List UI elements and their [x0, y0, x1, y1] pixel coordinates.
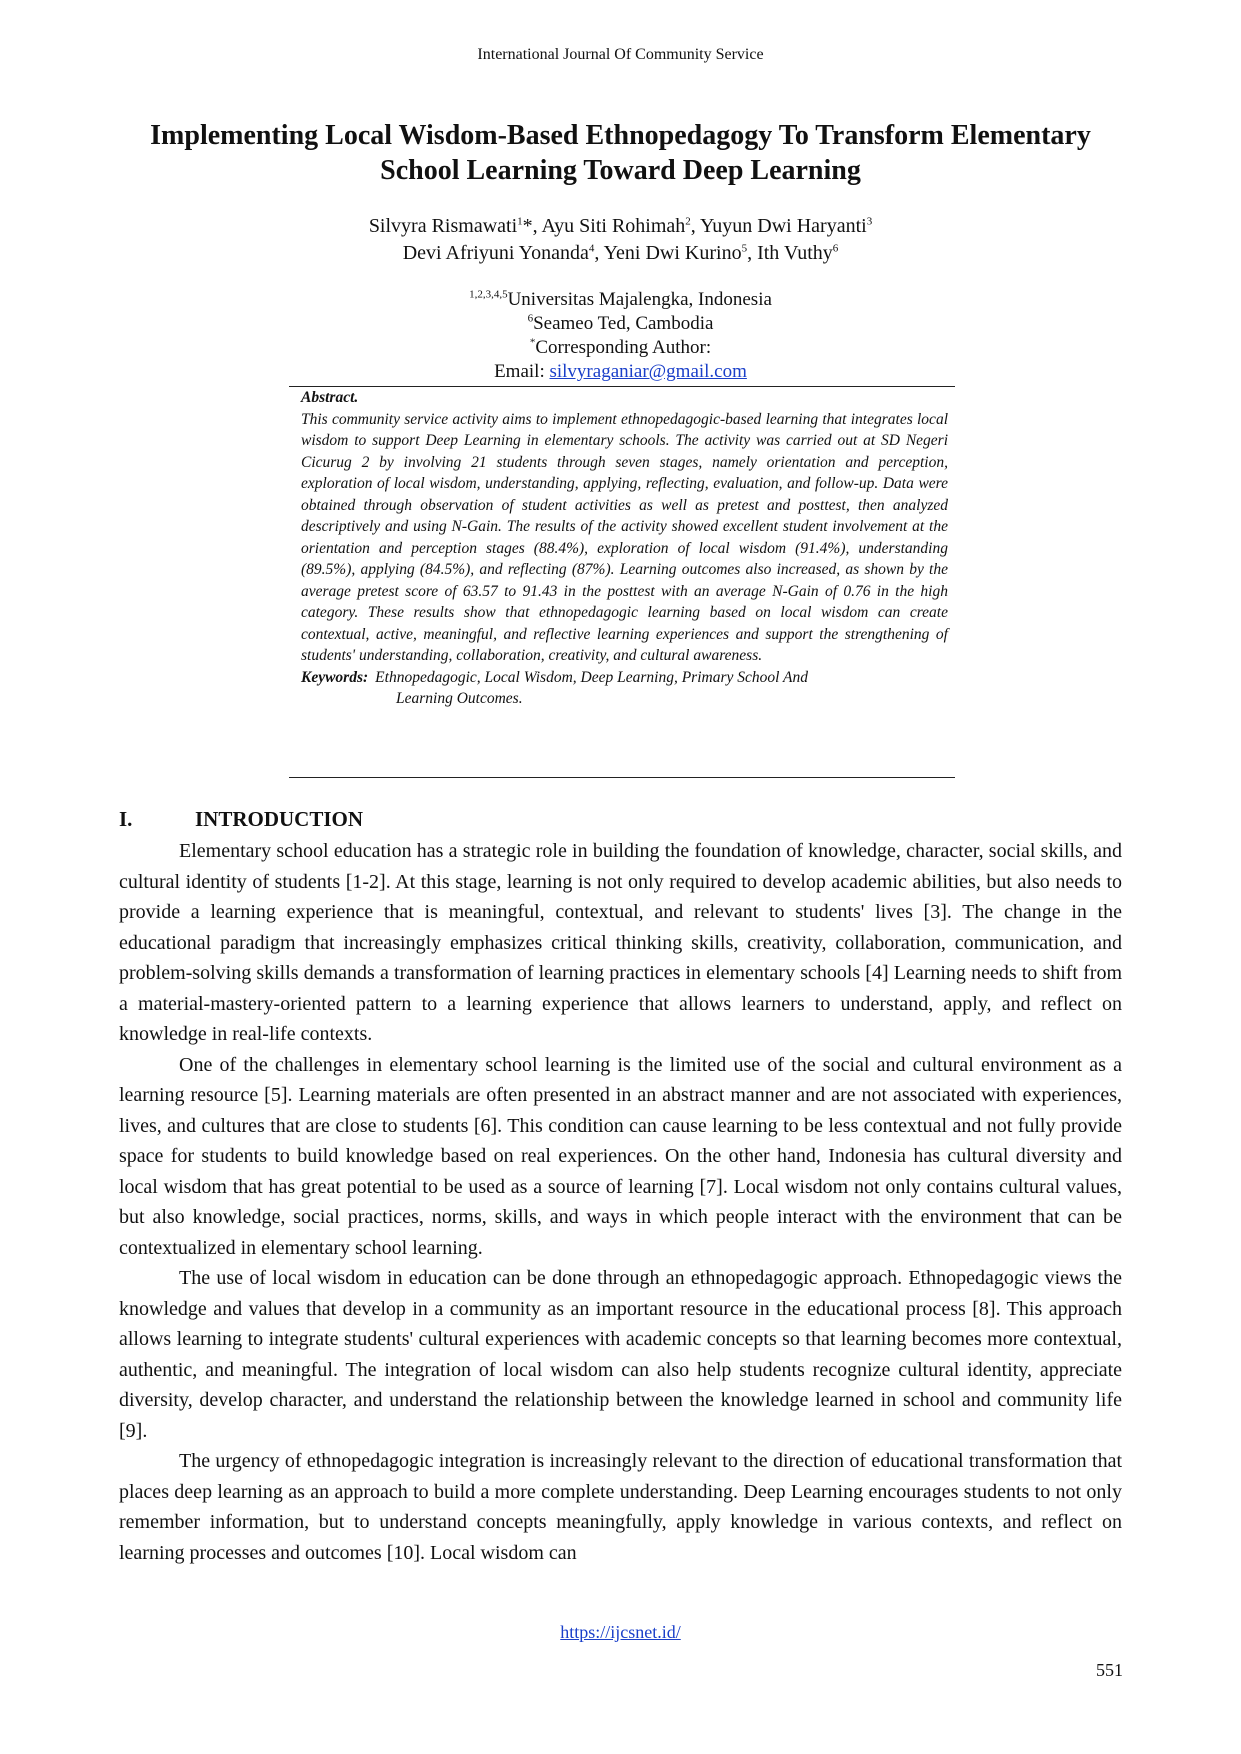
paragraph: The urgency of ethnopedagogic integration is increasingly relevant to the direction of educational transformation that places deep learning as an approach to build a more complete understanding. Deep Learning encourages students to not only remember information, but to understand concepts meaningfully, apply knowledge in various contexts, and reflect on learning processes and outcomes [10]. Local wisdom can — [119, 1450, 1122, 1564]
email-link[interactable]: silvyraganiar@gmail.com — [549, 361, 747, 382]
affiliation-sup: * — [529, 336, 536, 349]
keywords-label: Keywords: — [301, 668, 369, 686]
body-text — [119, 836, 1122, 1568]
paragraph: The use of local wisdom in education can be done through an ethnopedagogic approach. Ethnopedagogic views the knowledge and values that develop in a community as an important resource in the educational process [8]. This approach allows learning to integrate students' cultural experiences with academic concepts so that learning becomes more contextual, authentic, and meaningful. The integration of local wisdom can also help students recognize cultural identity, appreciate diversity, develop character, and understand the relationship between the knowledge learned in school and community life [9]. — [119, 1267, 1122, 1442]
author-sep: , — [594, 242, 604, 264]
keywords-text: Ethnopedagogic, Local Wisdom, Deep Learning, Primary School And — [375, 668, 808, 686]
affiliation-text: Seameo Ted, Cambodia — [533, 313, 714, 334]
abstract-heading: Abstract. — [301, 389, 359, 406]
corresponding-label: Corresponding Author: — [535, 337, 712, 358]
section-title: INTRODUCTION — [195, 807, 364, 831]
footer-url — [0, 1622, 1241, 1643]
affiliation-2 — [0, 312, 1241, 336]
paper-title: Implementing Local Wisdom-Based Ethnopedagogy To Transform Elementary School Learning Toward Deep Learning — [150, 120, 1091, 186]
author-sup: 2 — [685, 215, 691, 228]
author-sup: 4 — [588, 242, 595, 255]
section-heading — [119, 807, 363, 832]
author-sup: 3 — [866, 215, 873, 228]
author-line-1 — [0, 213, 1241, 240]
affiliation-1 — [0, 288, 1241, 312]
author-name: Devi Afriyuni Yonanda — [402, 242, 589, 264]
email-line — [0, 360, 1241, 384]
email-label: Email: — [494, 361, 550, 382]
journal-header: International Journal Of Community Service — [477, 46, 764, 63]
author-line-2 — [0, 240, 1241, 267]
section-number: I. — [119, 807, 133, 831]
paragraph: One of the challenges in elementary school learning is the limited use of the social and cultural environment as a learning resource [5]. Learning materials are often presented in an abstract manner and are not associated with experiences, lives, and cultures that are close to students [6]. This condition can cause learning to be less contextual and not fully provide space for students to build knowledge based on real experiences. On the other hand, Indonesia has cultural diversity and local wisdom that has great potential to be used as a source of learning [7]. Local wisdom not only contains cultural values, but also knowledge, social practices, norms, skills, and ways in which people interact with the environment that can be contextualized in elementary school learning. — [119, 1053, 1122, 1259]
author-sup: 1 — [517, 215, 523, 228]
abstract-text: This community service activity aims to implement ethnopedagogic-based learning that integrates local wisdom to support Deep Learning in elementary schools. The activity was carried out at SD Negeri Cicurug 2 by involving 21 students through seven stages, namely orientation and perception, exploration of local wisdom, understanding, applying, reflecting, evaluation, and follow-up. Data were obtained through observation of student activities as well as pretest and posttest, then analyzed descriptively and using N-Gain. The results of the activity showed excellent student involvement at the orientation and perception stages (88.4%), exploration of local wisdom (91.4%), understanding (89.5%), applying (84.5%), and reflecting (87%). Learning outcomes also increased, as shown by the average pretest score of 63.57 to 91.43 in the posttest with an average N-Gain of 0.76 in the high category. These results show that ethnopedagogic learning based on local wisdom can create contextual, active, meaningful, and reflective learning experiences and support the strengthening of students' understanding, collaboration, creativity, and cultural awareness. — [301, 410, 948, 664]
author-name: Yuyun Dwi Haryanti — [700, 215, 867, 237]
abstract-content — [301, 387, 948, 710]
footer-link[interactable]: https://ijcsnet.id/ — [560, 1622, 681, 1642]
affiliations — [0, 288, 1241, 384]
affiliation-sup: 1,2,3,4,5 — [469, 288, 508, 301]
keywords-text-cont: Learning Outcomes. — [396, 690, 523, 707]
author-sep: , — [747, 242, 758, 264]
author-sep: *, — [522, 215, 542, 237]
author-name: Silvyra Rismawati — [368, 215, 518, 237]
abstract-box — [289, 386, 955, 778]
keywords — [301, 667, 948, 689]
author-list — [0, 213, 1241, 267]
author-name: Yeni Dwi Kurino — [603, 242, 742, 264]
affiliation-sup: 6 — [527, 312, 534, 325]
author-sup: 6 — [832, 242, 839, 255]
author-sup: 5 — [741, 242, 748, 255]
corresponding-author — [0, 336, 1241, 360]
page-number: 551 — [1096, 1660, 1123, 1680]
affiliation-text: Universitas Majalengka, Indonesia — [507, 289, 772, 310]
paragraph: Elementary school education has a strategic role in building the foundation of knowledge, character, social skills, and cultural identity of students [1-2]. At this stage, learning is not only required to develop academic abilities, but also needs to provide a learning experience that is meaningful, contextual, and relevant to students' lives [3]. The change in the educational paradigm that increasingly emphasizes critical thinking skills, creativity, collaboration, communication, and problem-solving skills demands a transformation of learning practices in elementary schools [4] Learning needs to shift from a material-mastery-oriented pattern to a learning experience that allows learners to understand, apply, and reflect on knowledge in real-life contexts. — [119, 840, 1122, 1045]
author-sep: , — [690, 215, 701, 237]
author-name: Ith Vuthy — [757, 242, 833, 264]
author-name: Ayu Siti Rohimah — [541, 215, 686, 237]
